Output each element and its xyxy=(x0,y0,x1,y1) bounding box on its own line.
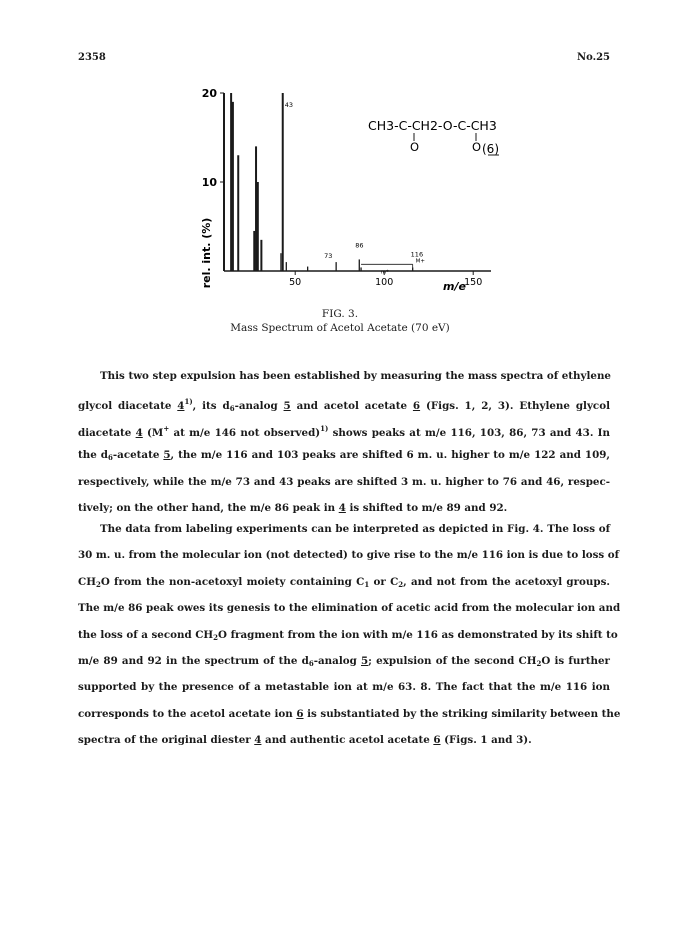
issue-number: No.25 xyxy=(576,52,610,63)
peak-label-73: 73 xyxy=(324,252,333,261)
x-tick-label: 100 xyxy=(375,277,394,288)
p2-line: the loss of a second $CH_2O$ fragment from the ion with m/e 116 as demonstrated by its shift to xyxy=(78,628,618,642)
p2-line: 30 m. u. from the molecular ion (not detected) to give rise to the m/e 116 ion is due to loss of xyxy=(78,549,620,562)
x-axis-label: m/e xyxy=(443,280,466,293)
x-tick-label: 50 xyxy=(289,277,302,288)
p1-line: diacetate 4 (M+ at m/e 146 not observed)$^{1)}$ shows peaks at m/e 116, 103, 86, 73 and 43. In xyxy=(78,423,610,439)
x-tick-label: 150 xyxy=(464,277,483,288)
p2-line: supported by the presence of a metastable ion at m/e 63. 8. The fact that the m/e 116 ion xyxy=(78,681,610,694)
y-axis-label: rel. int. (%) xyxy=(200,217,213,289)
y-tick-label: 10 xyxy=(201,176,217,189)
metastable-label: m* xyxy=(380,269,389,276)
structure-formula-text: CH3-C-CH2-O-C-CH3 xyxy=(368,118,497,133)
figure-label: FIG. 3. xyxy=(321,308,359,320)
paragraph-1 xyxy=(78,363,610,521)
p2-line: The data from labeling experiments can be interpreted as depicted in Fig. 4. The loss of xyxy=(100,523,610,535)
peak-label-86: 86 xyxy=(355,241,364,250)
p1-line: tively; on the other hand, the m/e 86 peak in 4 is shifted to m/e 89 and 92. xyxy=(78,501,508,514)
carbonyl-oxygen-2: O xyxy=(472,140,482,154)
compound-number: (6) xyxy=(482,142,499,156)
y-tick-label: 20 xyxy=(201,87,217,100)
carbonyl-oxygen-1: O xyxy=(410,140,420,154)
p1-line: the $d_6$-acetate 5, the m/e 116 and 103 peaks are shifted 6 m. u. higher to m/e 122 and 109, xyxy=(78,449,610,463)
paragraph-2 xyxy=(78,516,621,754)
mass-spectrum-figure xyxy=(190,85,530,300)
structure-formula xyxy=(368,118,499,156)
p2-line: m/e 89 and 92 in the spectrum of the $d_6$-analog 5; expulsion of the second $CH_2O$ is further xyxy=(78,654,610,668)
p1-line: respectively, while the m/e 73 and 43 peaks are shifted 3 m. u. higher to 76 and 46, respec- xyxy=(78,475,610,488)
p2-line: corresponds to the acetol acetate ion 6 is substantiated by the striking similarity between the xyxy=(78,707,621,720)
mass-spectrum-chart xyxy=(190,85,530,300)
p1-line: glycol diacetate 4$^{1)}$, its $d_6$-analog 5 and acetol acetate 6 (Figs. 1, 2, 3). Ethylene glycol xyxy=(78,397,610,414)
p2-line: spectra of the original diester 4 and authentic acetol acetate 6 (Figs. 1 and 3). xyxy=(78,734,532,747)
figure-title: Mass Spectrum of Acetol Acetate (70 eV) xyxy=(230,322,450,334)
p2-line: $CH_2O$ from the non-acetoxyl moiety containing $C_1$ or $C_2$, and not from the acetoxyl groups. xyxy=(78,575,610,589)
p1-line: This two step expulsion has been established by measuring the mass spectra of ethylene xyxy=(100,370,611,382)
page-number: 2358 xyxy=(78,52,106,63)
p2-line: The m/e 86 peak owes its genesis to the elimination of acetic acid from the molecular ion and xyxy=(78,602,621,615)
peak-label-116: 116 xyxy=(410,250,424,259)
molecular-ion-label: M+ xyxy=(415,258,426,265)
peak-label-43: 43 xyxy=(284,101,294,109)
